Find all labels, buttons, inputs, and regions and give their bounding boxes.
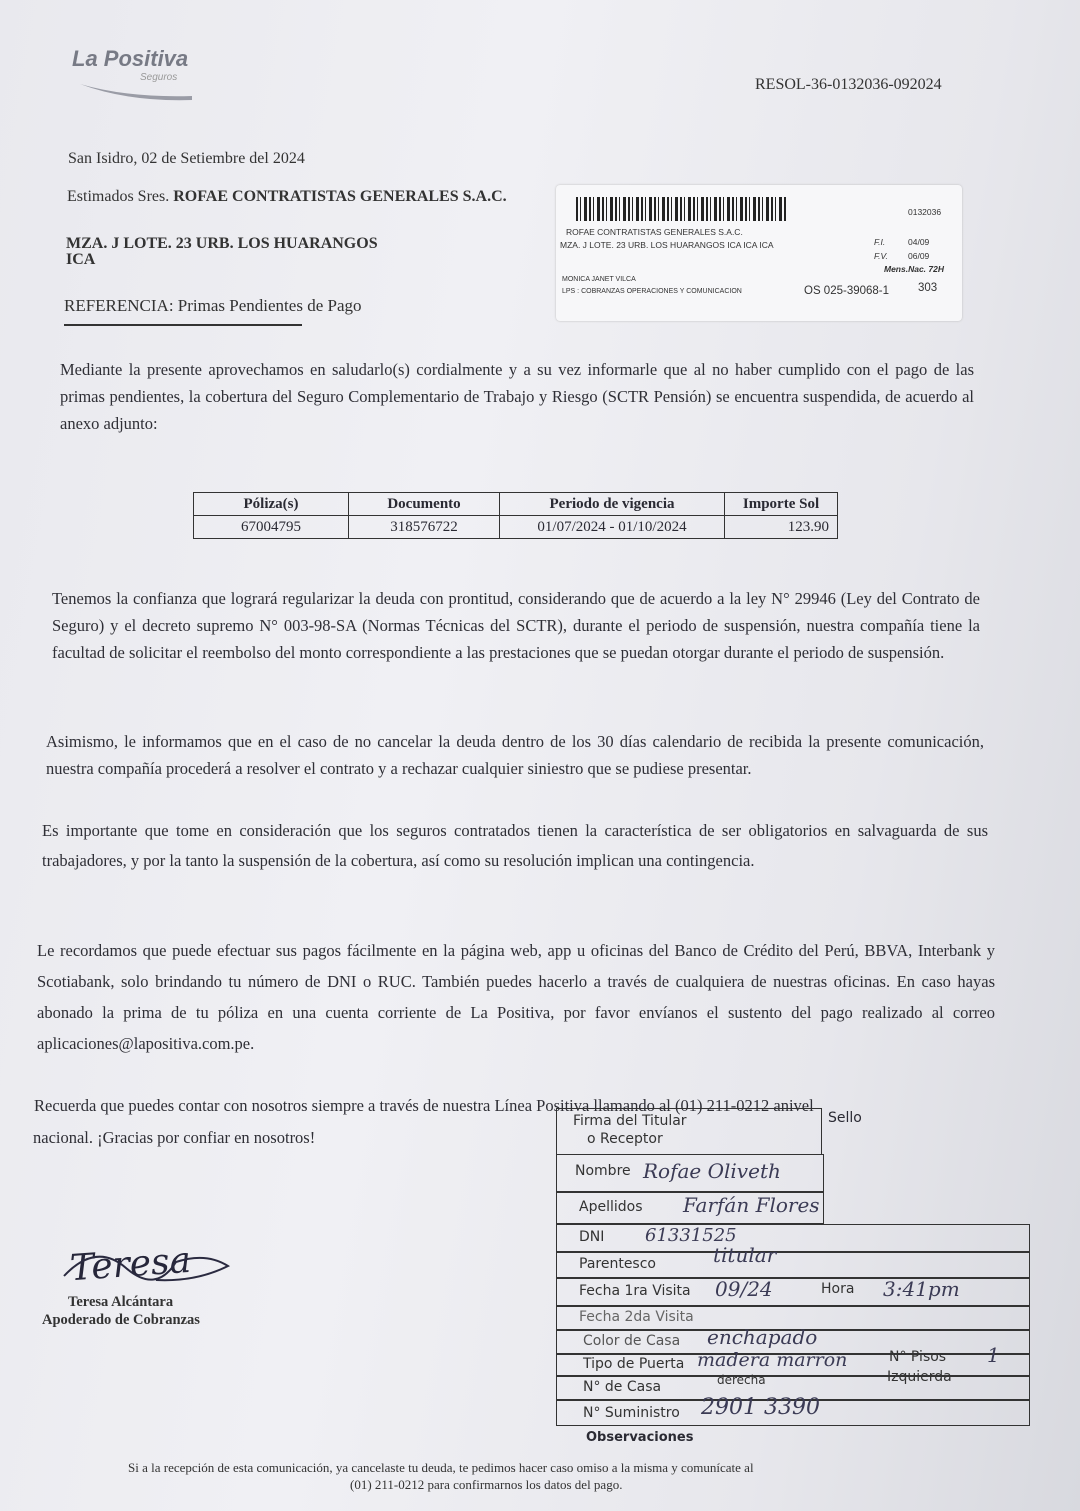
barcode (576, 197, 786, 221)
dni-label: DNI (579, 1229, 605, 1245)
signature-scribble: Teresa (68, 1239, 193, 1290)
table-cell: 67004795 (194, 516, 349, 539)
label-company: ROFAE CONTRATISTAS GENERALES S.A.C. (566, 227, 743, 237)
column-header: Documento (349, 493, 500, 516)
delivery-stamp (556, 1108, 1030, 1458)
signature-icon (56, 1232, 236, 1294)
label-os: OS 025-39068-1 (804, 285, 890, 297)
dni-value: 61331525 (645, 1225, 737, 1246)
table-cell: 123.90 (725, 516, 838, 539)
greeting (67, 188, 507, 206)
derecha-label: derecha (717, 1373, 766, 1387)
paragraph-6-line-2: nacional. ¡Gracias por confiar en nosotros! (33, 1128, 316, 1147)
column-header: Importe Sol (725, 493, 838, 516)
fecha-visita-1-value: 09/24 (715, 1277, 773, 1301)
recipient-address: MZA. J LOTE. 23 URB. LOS HUARANGOS (66, 235, 378, 252)
paragraph-2: Tenemos la confianza que logrará regularizar la deuda con prontitud, considerando que de acuerdo a la ley N° 29946 (Ley del Contrato de Seguro) y el decreto supremo N° 003-98-SA (Normas Técnicas del SCTR), durante el periodo de suspensión, nuestra compañía tiene la facultad de solicitar el reembolso del monto correspondiente a las prestaciones que se puedan otorgar durante el periodo de suspensión. (52, 589, 980, 662)
color-casa-label: Color de Casa (583, 1333, 681, 1349)
label-agent: MONICA JANET VILCA (562, 276, 636, 283)
parentesco-row (556, 1243, 1030, 1278)
table-cell: 01/07/2024 - 01/10/2024 (500, 516, 725, 539)
label-number: 303 (918, 282, 938, 294)
label-dept: LPS : COBRANZAS OPERACIONES Y COMUNICACION (562, 288, 742, 295)
parentesco-label: Parentesco (579, 1256, 656, 1272)
pisos-label: N° Pisos (889, 1349, 947, 1365)
label-address: MZA. J LOTE. 23 URB. LOS HUARANGOS ICA ICA ICA (560, 240, 774, 250)
tipo-puerta-value: madera marron (697, 1349, 848, 1371)
label-mens: Mens.Nac. 72H (884, 264, 944, 274)
resolution-code: RESOL-36-0132036-092024 (755, 76, 942, 93)
apellidos-label: Apellidos (579, 1199, 643, 1215)
color-casa-value: enchapado (707, 1325, 818, 1349)
paragraph-5: Le recordamos que puede efectuar sus pagos fácilmente en la página web, app u oficinas del Banco de Crédito del Perú, BBVA, Interbank y Scotiabank, solo brindando tu número de DNI o RUC. También puedes hacerlo a través de cualquiera de nuestras oficinas. En caso hayas abonado la prima de tu póliza en una cuenta corriente de La Positiva, por favor envíanos el sustento del pago realizado al correo aplicaciones@lapositiva.com.pe. (37, 941, 995, 1053)
table-cell: 318576722 (349, 516, 500, 539)
tipo-puerta-label: Tipo de Puerta (583, 1356, 685, 1372)
recipient-company: ROFAE CONTRATISTAS GENERALES S.A.C. (173, 188, 507, 205)
dni-row (556, 1224, 1030, 1252)
signatory-role: Apoderado de Cobranzas (42, 1312, 200, 1328)
policy-table (193, 492, 838, 539)
fecha-visita-1-label: Fecha 1ra Visita (579, 1283, 691, 1299)
table-header-row (194, 493, 838, 516)
parentesco-value: titular (713, 1243, 777, 1267)
sello-label: Sello (828, 1110, 862, 1126)
hora-value: 3:41pm (883, 1277, 960, 1301)
observaciones-label: Observaciones (586, 1430, 694, 1445)
numero-casa-label: N° de Casa (583, 1379, 662, 1395)
suministro-row (556, 1395, 1030, 1426)
logo-subtitle: Seguros (140, 72, 178, 83)
recipient-city: ICA (66, 251, 96, 268)
company-logo: La Positiva (72, 46, 189, 71)
izquierda-label: Izquierda (887, 1369, 952, 1385)
firma-cell (556, 1108, 822, 1155)
reference-underline (64, 324, 302, 326)
paragraph-1: Mediante la presente aprovechamos en saludarlo(s) cordialmente y a su vez informarle que al no haber cumplido con el pago de las primas pendientes, la cobertura del Seguro Complementario de Trabajo y Riesgo (SCTR Pensión) se encuentra suspendida, de acuerdo al anexo adjunto: (60, 360, 974, 433)
label-fv: 06/09 (908, 251, 930, 261)
logo-swoosh-icon (78, 80, 194, 102)
firma-label: Firma del Titular (573, 1113, 687, 1129)
nombre-label: Nombre (575, 1163, 631, 1179)
label-code: 0132036 (908, 207, 942, 217)
apellidos-value: Farfán Flores (683, 1193, 820, 1217)
table-row (194, 516, 838, 539)
nombre-row (556, 1154, 824, 1192)
suministro-value: 2901 3390 (701, 1395, 820, 1420)
fecha-visita-1-row (556, 1278, 1030, 1306)
footer-line-1: Si a la recepción de esta comunicación, ya cancelaste tu deuda, te pedimos hacer caso omiso a la misma y comunícate al (128, 1460, 754, 1475)
paragraph-4: Es importante que tome en consideración que los seguros contratados tienen la característica de ser obligatorios en salvaguarda de sus trabajadores, y por la tanto la suspensión de la cobertura, así como su resolución implican una contingencia. (42, 821, 988, 870)
footer-line-2: (01) 211-0212 para confirmarnos los datos del pago. (350, 1477, 623, 1492)
paragraph-3: Asimismo, le informamos que en el caso de no cancelar la deuda dentro de los 30 días calendario de recibida la presente comunicación, nuestra compañía procederá a resolver el contrato y a rechazar cualquier siniestro que se pudiese presentar. (46, 732, 984, 778)
suministro-label: N° Suministro (583, 1405, 680, 1421)
signatory-name: Teresa Alcántara (68, 1294, 174, 1310)
nombre-value: Rofae Oliveth (643, 1159, 781, 1183)
hora-label: Hora (821, 1281, 855, 1297)
label-fi-label: F.I. (874, 237, 886, 247)
column-header: Póliza(s) (194, 493, 349, 516)
reference: REFERENCIA: Primas Pendientes de Pago (64, 296, 362, 315)
place-date: San Isidro, 02 de Setiembre del 2024 (68, 150, 305, 167)
label-fi: 04/09 (908, 237, 930, 247)
pisos-value: 1 (987, 1343, 1000, 1367)
apellidos-row (556, 1192, 824, 1224)
greeting-prefix: Estimados Sres. (67, 188, 170, 205)
shipping-label (556, 185, 962, 321)
label-fv-label: F.V. (874, 251, 888, 261)
tipo-puerta-row (556, 1343, 1030, 1376)
column-header: Periodo de vigencia (500, 493, 725, 516)
receptor-label: o Receptor (587, 1131, 663, 1147)
fecha-visita-2-label: Fecha 2da Visita (579, 1309, 694, 1325)
paragraph-6-line-1: Recuerda que puedes contar con nosotros siempre a través de nuestra Línea Positiva llamando al (01) 211-0212 anivel (34, 1096, 814, 1115)
